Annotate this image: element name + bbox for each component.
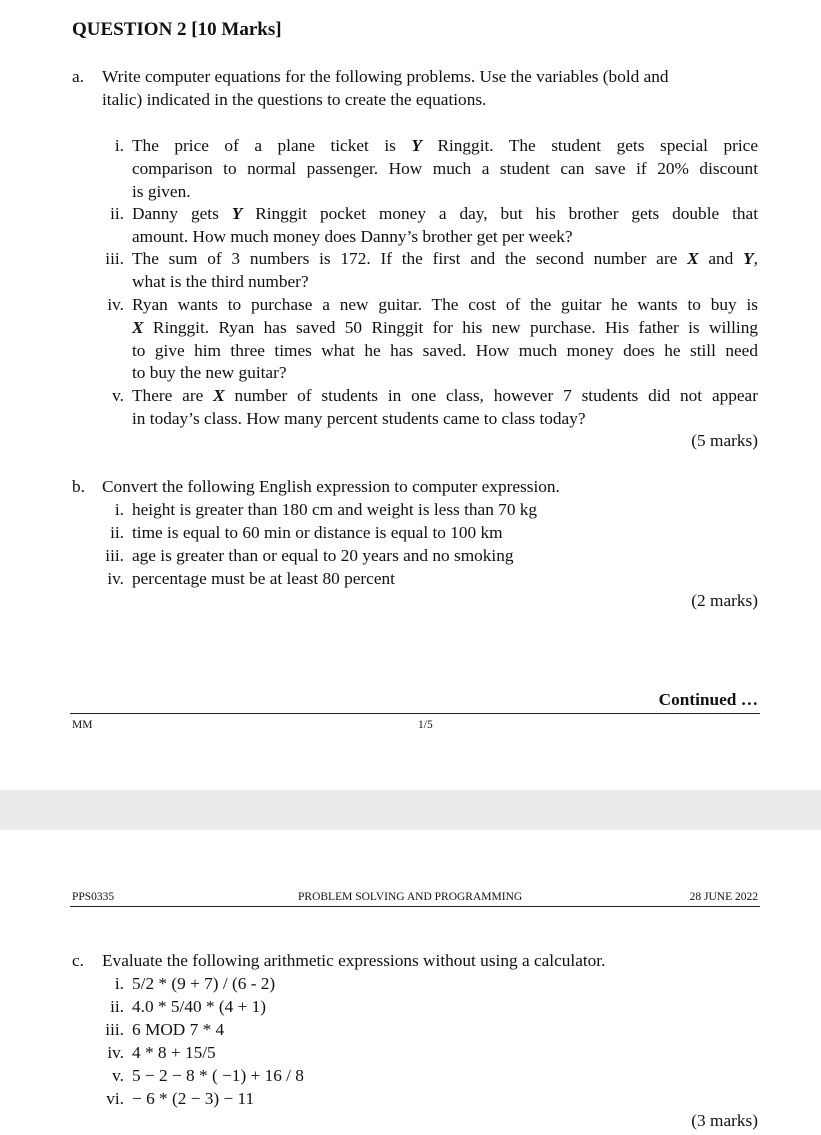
variable-x: X xyxy=(213,386,225,405)
part-c-marks: (3 marks) xyxy=(691,1111,758,1130)
item-b-ii-number: ii. xyxy=(110,523,124,542)
item-b-i-text: height is greater than 180 cm and weight is less than 70 kg xyxy=(132,500,538,519)
item-a-v-number: v. xyxy=(112,386,124,405)
item-c-iv-text: 4 * 8 + 15/5 xyxy=(132,1043,216,1062)
item-c-i-text: 5/2 * (9 + 7) / (6 - 2) xyxy=(132,974,276,993)
item-a-iv-line-1: Ryan wants to purchase a new guitar. The cost of the guitar he wants to buy is xyxy=(132,295,758,314)
item-c-vi-number: vi. xyxy=(106,1089,124,1108)
part-b-label: b. xyxy=(72,477,85,496)
item-c-v-text: 5 − 2 − 8 * ( −1) + 16 / 8 xyxy=(132,1066,304,1085)
item-a-iii-line-2: what is the third number? xyxy=(132,271,309,291)
item-a-iii-text xyxy=(132,248,758,294)
item-b-ii-text: time is equal to 60 min or distance is equal to 100 km xyxy=(132,523,503,542)
footer-rule xyxy=(70,713,760,714)
course-subject: PROBLEM SOLVING AND PROGRAMMING xyxy=(298,891,523,903)
item-a-ii-part-2: Ringgit pocket money a day, but his brother gets double that xyxy=(242,204,758,223)
item-a-v-text xyxy=(132,385,758,431)
part-a-label: a. xyxy=(72,67,84,86)
part-a-instruction-line-2: italic) indicated in the questions to create the equations. xyxy=(102,89,487,109)
item-a-i-part-1: The price of a plane ticket is xyxy=(132,136,412,155)
item-b-iv-text: percentage must be at least 80 percent xyxy=(132,569,395,588)
item-c-iv-number: iv. xyxy=(107,1043,124,1062)
footer-initials: MM xyxy=(72,719,93,731)
item-b-iii-number: iii. xyxy=(105,546,124,565)
item-c-iii-text: 6 MOD 7 * 4 xyxy=(132,1020,225,1039)
item-a-i-line-3: is given. xyxy=(132,181,191,201)
item-b-iv-number: iv. xyxy=(107,569,124,588)
item-a-i-text xyxy=(132,135,758,203)
item-a-iii-part-3: , xyxy=(753,249,758,268)
item-a-ii-text xyxy=(132,203,758,249)
item-a-v-part-1: There are xyxy=(132,386,214,405)
item-b-iii-text: age is greater than or equal to 20 years and no smoking xyxy=(132,546,514,565)
item-a-iii-part-1: The sum of 3 numbers is 172. If the first and the second number are xyxy=(132,249,688,268)
continued-label: Continued … xyxy=(658,690,758,709)
variable-y: Y xyxy=(411,136,422,155)
item-a-iii-part-2: and xyxy=(698,249,744,268)
question-title: QUESTION 2 [10 Marks] xyxy=(72,19,282,40)
item-c-v-number: v. xyxy=(112,1066,124,1085)
item-a-i-part-2: Ringgit. The student gets special price xyxy=(421,136,758,155)
item-a-iii-number: iii. xyxy=(105,249,124,268)
part-b-instruction: Convert the following English expression to computer expression. xyxy=(102,477,560,496)
item-a-v-line-2: in today’s class. How many percent students came to class today? xyxy=(132,408,586,428)
page-number: 1/5 xyxy=(418,719,433,731)
part-c-label: c. xyxy=(72,951,84,970)
part-a-instruction-line-1: Write computer equations for the following problems. Use the variables (bold and xyxy=(102,67,669,86)
part-a-marks: (5 marks) xyxy=(691,431,758,450)
item-a-i-number: i. xyxy=(114,136,124,155)
item-a-iv-text xyxy=(132,294,758,385)
item-b-i-number: i. xyxy=(114,500,124,519)
item-c-ii-number: ii. xyxy=(110,997,124,1016)
item-a-iv-line-3: to give him three times what he has saved. How much money does he still need xyxy=(132,340,758,360)
variable-y: Y xyxy=(231,204,243,223)
item-c-i-number: i. xyxy=(114,974,124,993)
part-b-marks: (2 marks) xyxy=(691,591,758,610)
item-a-i-line-2: comparison to normal passenger. How much a student can save if 20% discount xyxy=(132,158,758,178)
exam-page-2 xyxy=(0,830,821,1135)
item-a-ii-number: ii. xyxy=(110,204,124,223)
item-a-iv-number: iv. xyxy=(107,295,124,314)
item-c-vi-text: − 6 * (2 − 3) − 11 xyxy=(132,1089,255,1108)
variable-x: X xyxy=(132,317,144,337)
part-c-instruction: Evaluate the following arithmetic expressions without using a calculator. xyxy=(102,951,606,970)
item-a-iv-part-2: Ringgit. Ryan has saved 50 Ringgit for his new purchase. His father is willing xyxy=(143,317,758,337)
item-a-v-part-2: number of students in one class, however 7 students did not appear xyxy=(224,386,758,405)
item-c-ii-text: 4.0 * 5/40 * (4 + 1) xyxy=(132,997,267,1016)
item-a-ii-line-2: amount. How much money does Danny’s brother get per week? xyxy=(132,226,573,246)
item-a-iv-line-4: to buy the new guitar? xyxy=(132,363,287,383)
course-code: PPS0335 xyxy=(72,891,115,903)
item-c-iii-number: iii. xyxy=(105,1020,124,1039)
variable-x: X xyxy=(687,249,699,268)
page-gap xyxy=(0,790,821,830)
item-a-ii-part-1: Danny gets xyxy=(132,204,232,223)
part-a-instruction xyxy=(102,66,758,112)
exam-date: 28 JUNE 2022 xyxy=(689,891,758,903)
header-rule xyxy=(70,906,760,907)
variable-y: Y xyxy=(743,249,754,268)
